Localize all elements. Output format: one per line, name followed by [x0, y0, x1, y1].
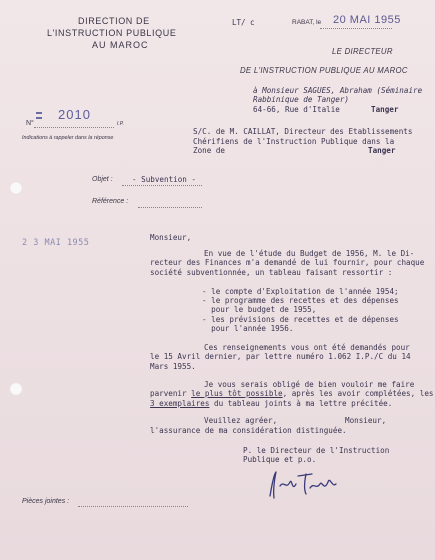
- list-item-3-cont: pour l'année 1956.: [202, 324, 294, 333]
- ref-code: LT/ c: [232, 18, 255, 27]
- list-item-3: - les prévisions de recettes et de dépenses: [202, 315, 399, 324]
- paragraph-2-line-3: Mars 1955.: [150, 362, 196, 371]
- recipient-line-3: 64-66, Rue d'Italie: [253, 105, 340, 114]
- closing-line-1b: Monsieur,: [345, 416, 387, 425]
- p3-text-a: parvenir: [150, 389, 192, 398]
- sc-zone-value: Tanger: [368, 146, 396, 155]
- city-label: RABAT, le: [292, 19, 322, 26]
- paragraph-1-line-2: recteur des Finances m'a demandé de lui fournir, pour chaque: [150, 258, 425, 267]
- salutation: Monsieur,: [150, 233, 192, 242]
- number-prefix: N°: [26, 120, 34, 127]
- sc-zone-label: Zone de: [193, 146, 226, 155]
- list-item-2-cont: pour le budget de 1955,: [202, 305, 317, 314]
- number-suffix: I.P.: [117, 121, 124, 127]
- reference-dotline: [138, 207, 202, 208]
- paragraph-1-line-3: société subventionnée, un tableau faisant ressortir :: [150, 268, 393, 277]
- p3-text-c: , après les avoir complétées, les: [282, 389, 434, 398]
- list-item-2: - le programme des recettes et des dépenses: [202, 296, 399, 305]
- closing-line-1a: Veuillez agréer,: [204, 416, 278, 425]
- date-stamp: 20 MAI 1955: [333, 14, 401, 26]
- objet-value: - Subvention -: [132, 175, 197, 184]
- date-dotline: [320, 28, 392, 29]
- sender-title-2: DE L'INSTRUCTION PUBLIQUE AU MAROC: [240, 66, 408, 75]
- org-line-1: DIRECTION DE: [78, 16, 150, 26]
- p3-text-d: du tableau joints à ma lettre précitée.: [209, 399, 393, 408]
- punch-hole-bottom: [9, 382, 23, 396]
- recipient-line-1: à Monsieur SAGUES, Abraham (Séminaire: [253, 86, 423, 95]
- objet-dotline: [122, 185, 202, 186]
- closing-line-2: l'assurance de ma considération distinguée.: [150, 426, 347, 435]
- p3-underlined-asap: le plus tôt possible: [191, 389, 283, 398]
- number-value: 2010: [58, 107, 91, 122]
- objet-label: Objet :: [92, 176, 113, 183]
- paragraph-3-line-2: [150, 389, 433, 399]
- number-note: Indications à rappeler dans la réponse: [22, 135, 114, 141]
- sc-line-2: Chérifiens de l'Instruction Publique dans la: [193, 137, 395, 146]
- org-line-2: L'INSTRUCTION PUBLIQUE: [47, 28, 177, 38]
- number-dotline: [34, 127, 114, 128]
- number-bar: [36, 112, 42, 119]
- recipient-city: Tanger: [371, 105, 399, 114]
- reference-label: Référence :: [92, 198, 129, 205]
- paragraph-2-line-1: Ces renseignements vous ont été demandés pour: [204, 343, 410, 352]
- punch-hole-top: [9, 181, 23, 195]
- paragraph-3-line-3: [150, 399, 392, 409]
- paragraph-3-line-1: Je vous serais obligé de bien vouloir me faire: [204, 380, 415, 389]
- org-line-3: AU MAROC: [92, 40, 149, 50]
- pieces-dotline: [78, 506, 188, 507]
- sc-line-1: S/C. de M. CAILLAT, Directeur des Etablissements: [193, 127, 413, 136]
- list-item-1: - le compte d'Exploitation de l'année 1954;: [202, 287, 399, 296]
- pieces-jointes-label: Pièces jointes :: [22, 498, 70, 505]
- paragraph-2-line-2: le 15 Avril dernier, par lettre numéro 1.062 I.P./C du 14: [150, 352, 411, 361]
- p3-underlined-copies: 3 exemplaires: [150, 399, 210, 408]
- handwritten-signature: [262, 466, 342, 502]
- recipient-line-2: Rabbinique de Tanger): [253, 95, 350, 104]
- paragraph-1-line-1: En vue de l'étude du Budget de 1956, M. le Di-: [204, 249, 415, 258]
- sender-title-1: LE DIRECTEUR: [332, 47, 393, 56]
- signature-line-2: Publique et p.o.: [243, 455, 317, 464]
- signature-line-1: P. le Directeur de l'Instruction: [243, 446, 390, 455]
- received-stamp: 2 3 MAI 1955: [22, 238, 90, 248]
